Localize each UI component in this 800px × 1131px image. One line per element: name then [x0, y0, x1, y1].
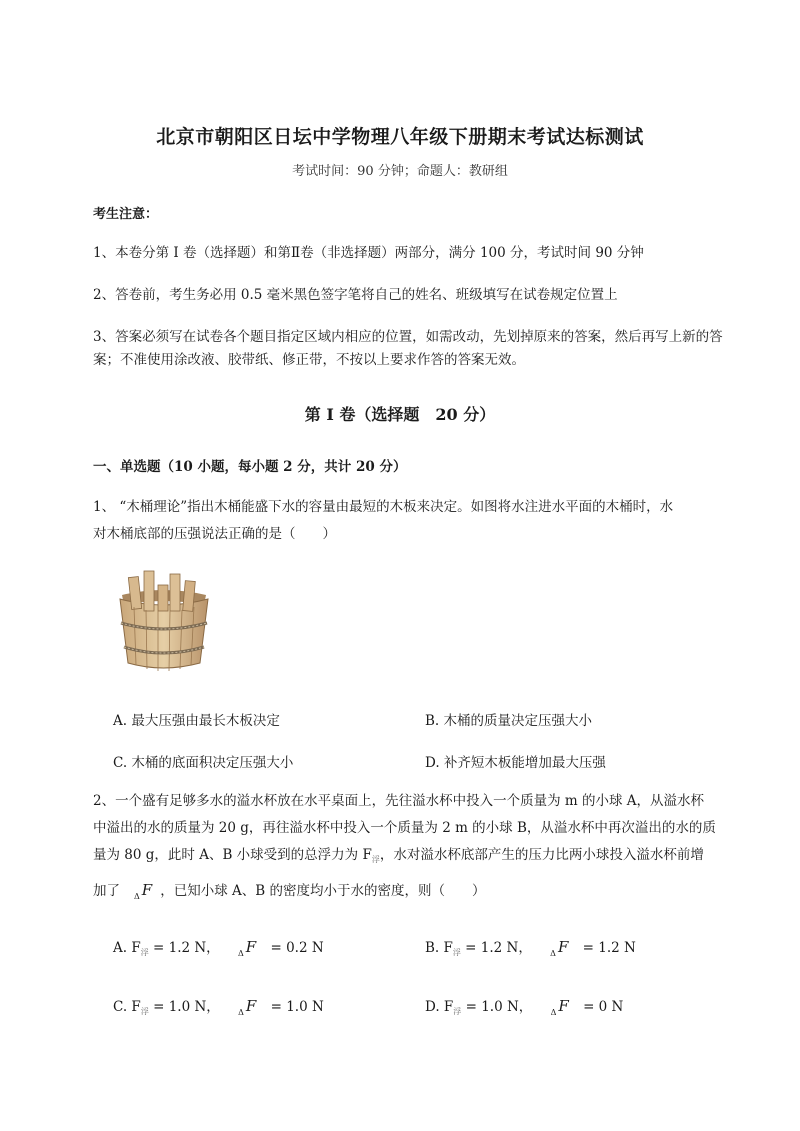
option-d-f-value: = 1.0 N， — [465, 999, 533, 1015]
question-1 — [93, 494, 743, 548]
question-2-line-3 — [93, 842, 743, 873]
question-1-option-d[interactable]: D. 补齐短木板能增加最大压强 — [425, 755, 606, 771]
wooden-bucket-icon — [108, 565, 218, 675]
option-c-force-symbol: F — [245, 997, 257, 1015]
question-2 — [93, 788, 743, 910]
question-2-line-2: 中溢出的水的质量为 20 g，再往溢水杯中投入一个质量为 2 m 的小球 B，从溢水杯中再次溢出的水的质 — [93, 820, 716, 836]
page-title: 北京市朝阳区日坛中学物理八年级下册期末考试达标测试 — [156, 126, 644, 148]
option-b-f-value: = 1.2 N， — [465, 940, 532, 956]
question-1-option-a[interactable]: A. 最大压强由最长木板决定 — [113, 713, 280, 729]
option-a-label: A. F — [113, 940, 141, 956]
question-2-line-1: 2、一个盛有足够多水的溢水杯放在水平桌面上，先往溢水杯中投入一个质量为 m 的小球 A，从溢水杯 — [93, 793, 705, 809]
option-a-f-value: = 1.2 N， — [153, 940, 220, 956]
question-2-line-3-rest: ，水对溢水杯底部产生的压力比两小球投入溢水杯前增 — [379, 847, 704, 863]
part-heading: 一、单选题（10 小题，每小题 2 分，共计 20 分） — [93, 459, 407, 475]
question-2-option-d[interactable] — [425, 995, 623, 1017]
option-d-force-symbol: F — [558, 997, 569, 1015]
question-2-option-b[interactable] — [425, 936, 636, 958]
option-a-df-value: = 0.2 N — [270, 940, 324, 956]
option-b-force-symbol: F — [557, 938, 569, 956]
question-1-line-1: 1、 “木桶理论”指出木桶能盛下水的容量由最短的木板来决定。如图将水注进水平面的木桶时，水 — [93, 499, 674, 515]
question-1-line-2: 对木桶底部的压强说法正确的是（ ） — [93, 526, 336, 542]
option-c-delta: Δ — [238, 1008, 244, 1017]
section-title: 第 I 卷（选择题 20 分） — [304, 405, 496, 424]
option-c-float-sub: 浮 — [140, 1007, 149, 1016]
question-2-option-c[interactable] — [113, 995, 324, 1017]
buoyancy-subscript: 浮 — [371, 855, 380, 864]
question-1-option-b[interactable]: B. 木桶的质量决定压强大小 — [425, 713, 593, 729]
note-item-3: 3、答案必须写在试卷各个题目指定区域内相应的位置，如需改动，先划掉原来的答案，然后再写上新的答案；不准使用涂改液、胶带纸、修正带，不按以上要求作答的答案无效。 — [93, 329, 723, 368]
question-2-line-4 — [93, 877, 743, 910]
notes-heading: 考生注意： — [93, 207, 159, 222]
option-b-delta: Δ — [550, 949, 556, 958]
note-item-1: 1、本卷分第 I 卷（选择题）和第Ⅱ卷（非选择题）两部分，满分 100 分，考试时间 90 分钟 — [93, 245, 644, 261]
option-b-df-value: = 1.2 N — [582, 940, 636, 956]
delta-symbol: Δ — [134, 892, 140, 901]
option-a-force-symbol: F — [245, 938, 257, 956]
force-symbol: F — [141, 881, 153, 899]
option-c-df-value: = 1.0 N — [270, 999, 324, 1015]
question-2-line-3-text: 量为 80 g，此时 A、B 小球受到的总浮力为 F — [93, 847, 372, 863]
note-item-2: 2、答卷前，考生务必用 0.5 毫米黑色签字笔将自己的姓名、班级填写在试卷规定位置上 — [93, 287, 618, 303]
option-d-float-sub: 浮 — [453, 1007, 462, 1016]
exam-info: 考试时间：90 分钟；命题人：教研组 — [292, 164, 508, 179]
option-b-label: B. F — [425, 940, 453, 956]
question-2-option-a[interactable] — [113, 936, 324, 958]
option-c-f-value: = 1.0 N， — [153, 999, 220, 1015]
option-d-delta: Δ — [550, 1008, 557, 1017]
option-d-df-value: = 0 N — [583, 999, 624, 1015]
option-d-label: D. F — [425, 999, 454, 1015]
option-a-delta: Δ — [237, 949, 244, 958]
option-a-float-sub: 浮 — [140, 948, 149, 957]
question-1-option-c[interactable]: C. 木桶的底面积决定压强大小 — [113, 755, 294, 771]
question-2-line-4-post: ，已知小球 A、B 的密度均小于水的密度，则（ ） — [160, 883, 486, 899]
option-b-float-sub: 浮 — [452, 948, 461, 957]
option-c-label: C. F — [113, 999, 141, 1015]
question-2-line-4-pre: 加了 — [93, 883, 120, 899]
